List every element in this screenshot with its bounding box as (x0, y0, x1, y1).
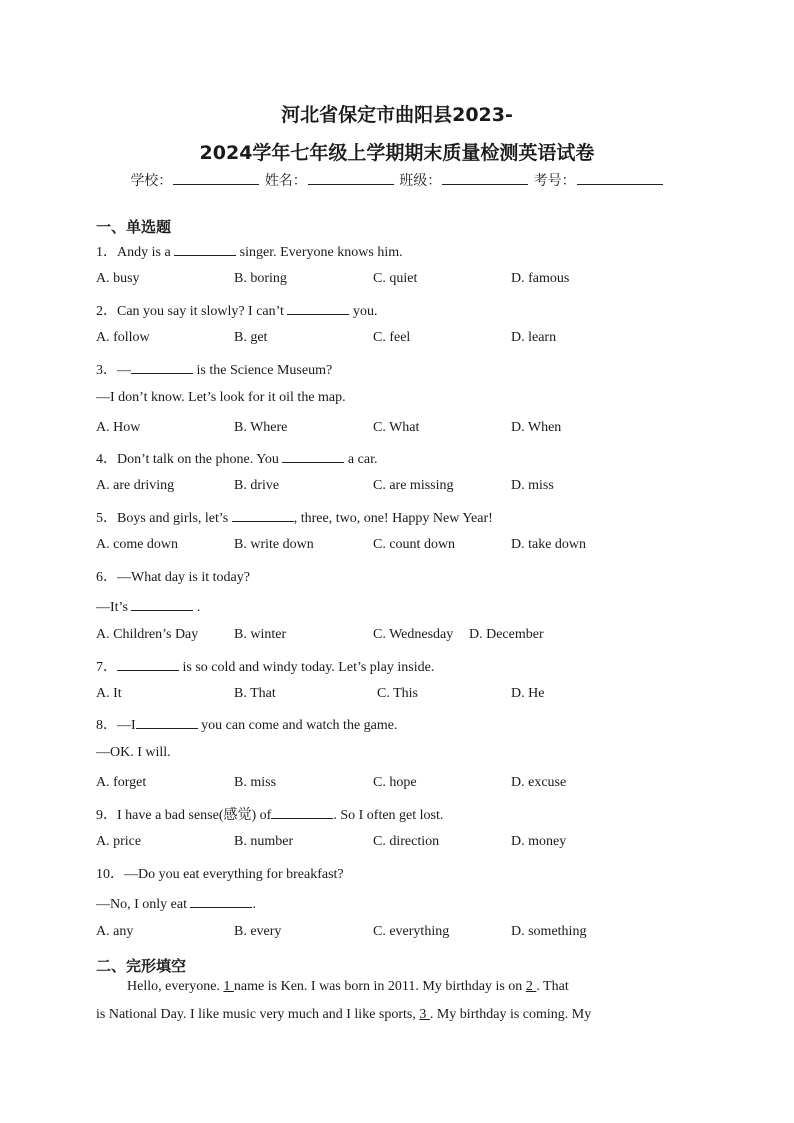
question-9: 9．I have a bad sense(感觉) of . So I often get lost. (96, 804, 443, 824)
exam-number-field[interactable] (577, 170, 663, 185)
q4-option-a[interactable]: A. are driving (96, 478, 175, 493)
q10-option-b[interactable]: B. every (234, 924, 282, 939)
question-8: 8．—I you can come and watch the game. (96, 714, 397, 734)
q2-option-d[interactable]: D. learn (511, 330, 557, 345)
question-2: 2．Can you say it slowly? I can’t you. (96, 300, 377, 320)
question-7: 7． is so cold and windy today. Let’s play inside. (96, 656, 434, 676)
q1-option-a[interactable]: A. busy (96, 271, 140, 286)
exam-number-label: 考号： (533, 173, 576, 189)
answer-blank[interactable] (190, 894, 252, 908)
question-6: 6．—What day is it today? (96, 570, 250, 585)
exam-title-line1: 河北省保定市曲阳县2023- (281, 104, 513, 126)
question-6-response: —It’s . (96, 597, 200, 616)
q10-option-a[interactable]: A. any (96, 924, 134, 939)
student-info-row (0, 170, 794, 190)
q1-option-d[interactable]: D. famous (511, 271, 570, 286)
question-5: 5．Boys and girls, let’s , three, two, one! Happy New Year! (96, 507, 493, 527)
cloze-blank-2[interactable]: 2 (525, 979, 537, 994)
answer-blank[interactable] (131, 360, 193, 374)
q5-option-a[interactable]: A. come down (96, 537, 179, 552)
q3-option-b[interactable]: B. Where (234, 420, 288, 435)
section-heading-single-choice: 一、单选题 (96, 218, 172, 236)
question-1: 1．Andy is a singer. Everyone knows him. (96, 241, 403, 261)
name-field[interactable] (308, 170, 394, 185)
q8-option-a[interactable]: A. forget (96, 775, 147, 790)
class-label: 班级： (399, 173, 442, 189)
answer-blank[interactable] (117, 657, 179, 671)
school-field[interactable] (173, 170, 259, 185)
q6-option-d[interactable]: D. December (469, 627, 544, 642)
question-10: 10．—Do you eat everything for breakfast? (96, 867, 344, 882)
q8-option-c[interactable]: C. hope (373, 775, 417, 790)
q3-option-a[interactable]: A. How (96, 420, 141, 435)
q9-option-b[interactable]: B. number (234, 834, 294, 849)
question-4: 4．Don’t talk on the phone. You a car. (96, 448, 377, 468)
q2-option-c[interactable]: C. feel (373, 330, 411, 345)
answer-blank[interactable] (174, 242, 236, 256)
q2-option-b[interactable]: B. get (234, 330, 268, 345)
exam-title-line2: 2024学年七年级上学期期末质量检测英语试卷 (199, 142, 595, 164)
q5-option-d[interactable]: D. take down (511, 537, 587, 552)
school-label: 学校： (130, 173, 173, 189)
question-10-response: —No, I only eat . (96, 894, 256, 913)
q6-option-b[interactable]: B. winter (234, 627, 287, 642)
class-field[interactable] (442, 170, 528, 185)
answer-blank[interactable] (282, 449, 344, 463)
q7-option-d[interactable]: D. He (511, 686, 545, 701)
q4-option-b[interactable]: B. drive (234, 478, 280, 493)
q8-option-b[interactable]: B. miss (234, 775, 277, 790)
answer-blank[interactable] (131, 597, 193, 611)
q9-option-a[interactable]: A. price (96, 834, 142, 849)
q2-option-a[interactable]: A. follow (96, 330, 150, 345)
q5-option-c[interactable]: C. count down (373, 537, 456, 552)
cloze-line-1: Hello, everyone. 1 name is Ken. I was born in 2011. My birthday is on 2 . That (127, 979, 569, 994)
cloze-blank-3[interactable]: 3 (419, 1007, 430, 1022)
q9-option-c[interactable]: C. direction (373, 834, 440, 849)
q7-option-c[interactable]: C. This (377, 686, 418, 701)
q6-option-a[interactable]: A. Children’s Day (96, 627, 199, 642)
q8-option-d[interactable]: D. excuse (511, 775, 567, 790)
answer-blank[interactable] (136, 715, 198, 729)
question-3: 3．— is the Science Museum? (96, 359, 332, 379)
question-8-response: —OK. I will. (96, 745, 171, 760)
q1-option-c[interactable]: C. quiet (373, 271, 418, 286)
q4-option-d[interactable]: D. miss (511, 478, 554, 493)
q10-option-d[interactable]: D. something (511, 924, 587, 939)
name-label: 姓名： (264, 173, 307, 189)
question-3-response: —I don’t know. Let’s look for it oil the map. (96, 390, 346, 405)
q10-option-c[interactable]: C. everything (373, 924, 450, 939)
q3-option-d[interactable]: D. When (511, 420, 562, 435)
cloze-line-2: is National Day. I like music very much and I like sports, 3 . My birthday is coming. My (96, 1007, 592, 1022)
q4-option-c[interactable]: C. are missing (373, 478, 454, 493)
q1-option-b[interactable]: B. boring (234, 271, 287, 286)
answer-blank[interactable] (232, 508, 294, 522)
answer-blank[interactable] (287, 301, 349, 315)
q6-option-c[interactable]: C. Wednesday (373, 627, 454, 642)
q7-option-b[interactable]: B. That (234, 686, 276, 701)
section-heading-cloze: 二、完形填空 (96, 957, 187, 975)
cloze-blank-1[interactable]: 1 (223, 979, 234, 994)
q5-option-b[interactable]: B. write down (234, 537, 314, 552)
q9-option-d[interactable]: D. money (511, 834, 567, 849)
answer-blank[interactable] (271, 805, 333, 819)
q7-option-a[interactable]: A. It (96, 686, 122, 701)
q3-option-c[interactable]: C. What (373, 420, 420, 435)
